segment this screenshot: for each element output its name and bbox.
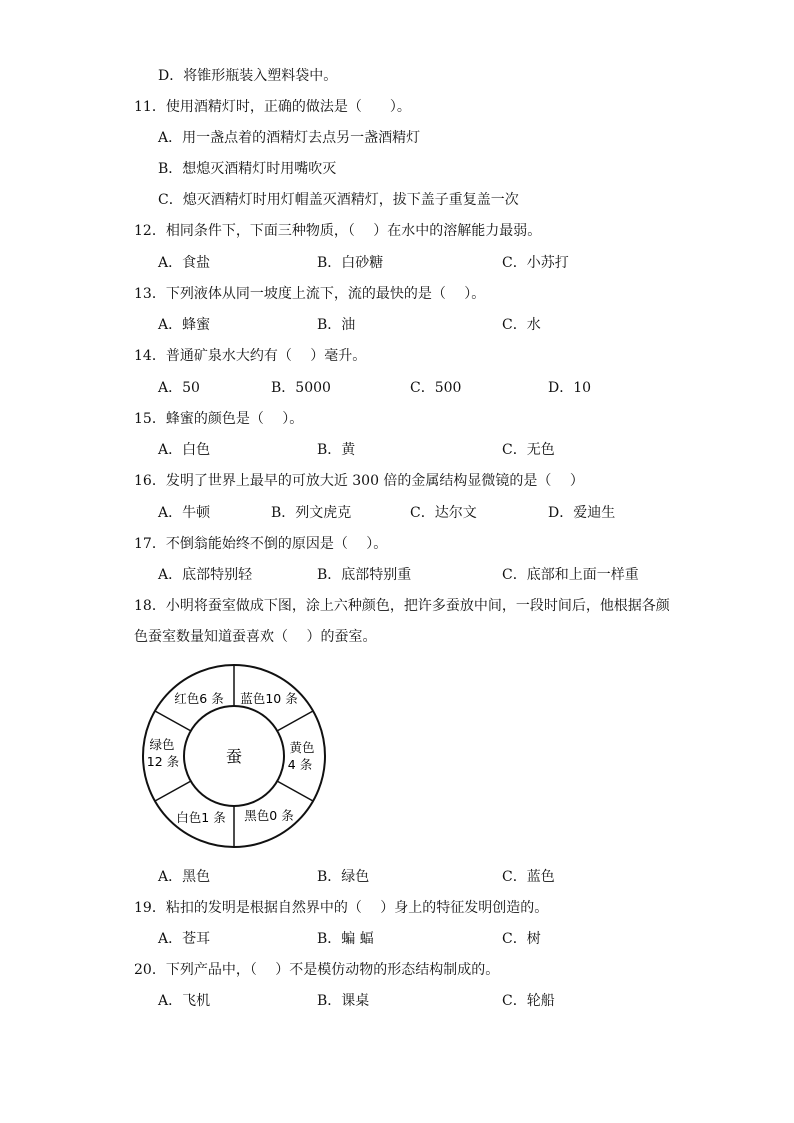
- sector-black: 黑色0 条: [244, 808, 294, 823]
- sector-yellow-count: 4 条: [287, 757, 313, 772]
- q15-option-c: C．无色: [502, 442, 555, 458]
- q17-option-b: B．底部特别重: [317, 567, 412, 583]
- sector-yellow-color: 黄色: [289, 740, 315, 755]
- q17-stem: 17．不倒翁能始终不倒的原因是（ ）。: [134, 536, 388, 552]
- divider-upper-right: [277, 711, 313, 731]
- q18-stem-line2: 色蚕室数量知道蚕喜欢（ ）的蚕室。: [134, 629, 377, 645]
- q19-option-a: A．苍耳: [158, 931, 211, 947]
- q18-option-c: C．蓝色: [502, 869, 555, 885]
- q14-option-c: C．500: [410, 380, 462, 396]
- q14-stem: 14．普通矿泉水大约有（ ）毫升。: [134, 348, 367, 364]
- q11-option-a: A．用一盏点着的酒精灯去点另一盏酒精灯: [158, 130, 421, 146]
- q19-option-c: C．树: [502, 931, 541, 947]
- q15-stem: 15．蜂蜜的颜色是（ ）。: [134, 411, 304, 427]
- q13-stem: 13．下列液体从同一坡度上流下，流的最快的是（ ）。: [134, 286, 486, 302]
- sector-blue: 蓝色10 条: [240, 691, 298, 706]
- q15-option-a: A．白色: [158, 442, 211, 458]
- q20-stem: 20．下列产品中，（ ）不是模仿动物的形态结构制成的。: [134, 962, 500, 978]
- q12-option-c: C．小苏打: [502, 255, 569, 271]
- q17-option-c: C．底部和上面一样重: [502, 567, 639, 583]
- sector-red: 红色6 条: [174, 691, 224, 706]
- q13-option-c: C．水: [502, 317, 541, 333]
- divider-upper-left: [155, 711, 191, 731]
- q12-stem: 12．相同条件下，下面三种物质，（ ）在水中的溶解能力最弱。: [134, 223, 542, 239]
- q11-option-b: B．想熄灭酒精灯时用嘴吹灭: [158, 161, 337, 177]
- q18-option-a: A．黑色: [158, 869, 211, 885]
- divider-lower-left: [155, 781, 191, 801]
- q13-option-a: A．蜂蜜: [158, 317, 211, 333]
- center-label: 蚕: [225, 747, 243, 766]
- q19-stem: 19．粘扣的发明是根据自然界中的（ ）身上的特征发明创造的。: [134, 900, 549, 916]
- silkworm-room-diagram: [134, 663, 334, 853]
- q18-stem-line1: 18．小明将蚕室做成下图，涂上六种颜色，把许多蚕放中间，一段时间后，他根据各颜: [134, 598, 670, 614]
- q10-option-d: D．将锥形瓶装入塑料袋中。: [158, 68, 338, 84]
- q12-option-a: A．食盐: [158, 255, 211, 271]
- q17-option-a: A．底部特别轻: [158, 567, 253, 583]
- q19-option-b: B．蝙 蝠: [317, 931, 374, 947]
- q16-stem: 16．发明了世界上最早的可放大近 300 倍的金属结构显微镜的是（ ）: [134, 473, 584, 489]
- sector-green-color: 绿色: [149, 737, 175, 752]
- q15-option-b: B．黄: [317, 442, 356, 458]
- divider-lower-right: [277, 781, 313, 801]
- sector-white: 白色1 条: [176, 810, 226, 825]
- q14-option-b: B．5000: [271, 380, 331, 396]
- q16-option-d: D．爱迪生: [548, 505, 616, 521]
- q20-option-c: C．轮船: [502, 993, 555, 1009]
- q11-stem: 11．使用酒精灯时，正确的做法是（ ）。: [134, 99, 411, 115]
- q16-option-c: C．达尔文: [410, 505, 477, 521]
- q16-option-b: B．列文虎克: [271, 505, 352, 521]
- q18-option-b: B．绿色: [317, 869, 370, 885]
- q20-option-b: B．课桌: [317, 993, 370, 1009]
- q13-option-b: B．油: [317, 317, 356, 333]
- q14-option-a: A．50: [158, 380, 200, 396]
- q11-option-c: C．熄灭酒精灯时用灯帽盖灭酒精灯，拔下盖子重复盖一次: [158, 192, 519, 208]
- sector-green-count: 12 条: [146, 754, 180, 769]
- q20-option-a: A．飞机: [158, 993, 211, 1009]
- q14-option-d: D．10: [548, 380, 592, 396]
- q12-option-b: B．白砂糖: [317, 255, 384, 271]
- q16-option-a: A．牛顿: [158, 505, 211, 521]
